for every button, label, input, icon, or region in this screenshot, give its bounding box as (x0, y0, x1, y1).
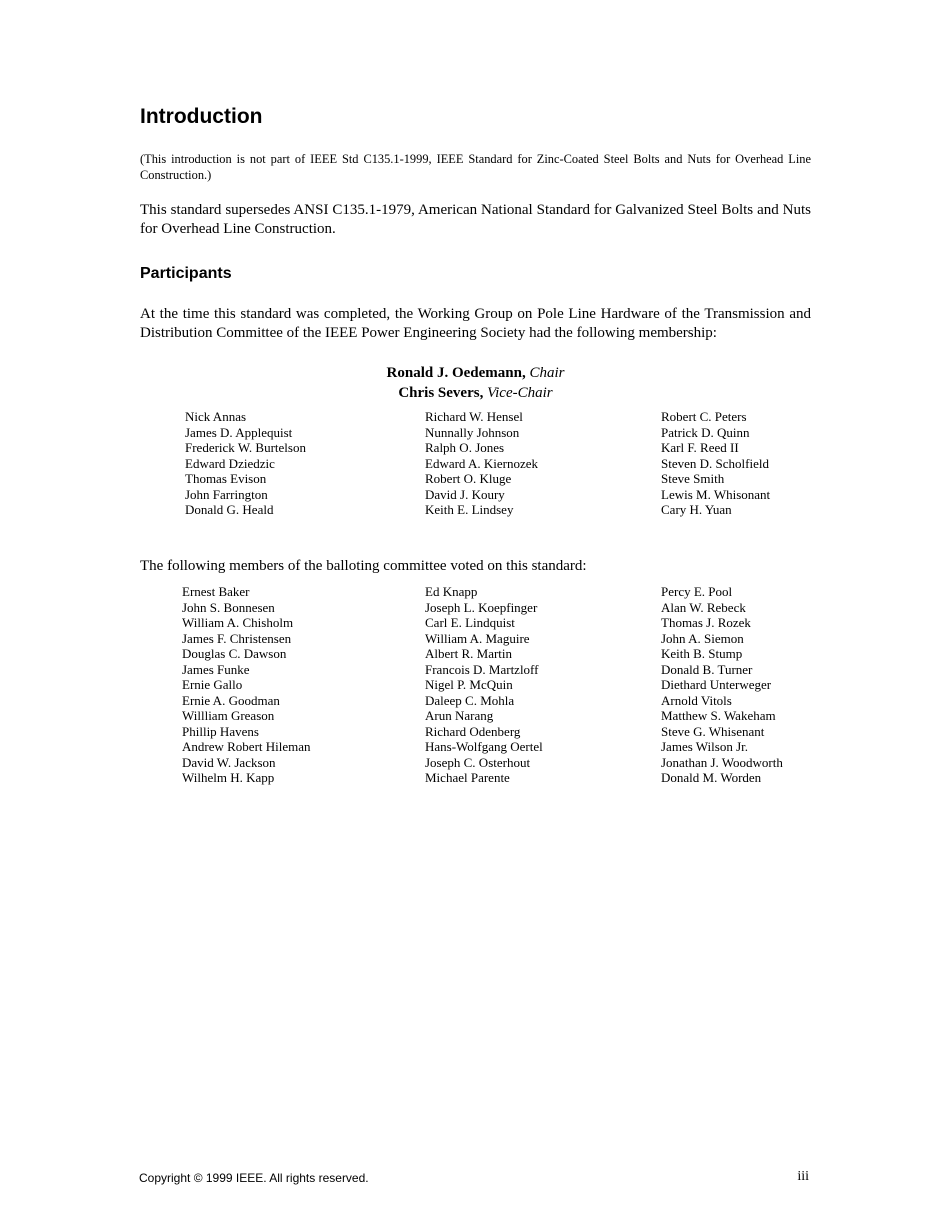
member-name: Thomas Evison (185, 471, 267, 486)
member-name: Ernest Baker (182, 584, 250, 599)
member-name: Donald G. Heald (185, 502, 274, 517)
member-name: Patrick D. Quinn (661, 424, 750, 440)
page-title: Introduction (140, 105, 263, 128)
member-name: Alan W. Rebeck (661, 599, 746, 615)
member-name: Donald B. Turner (661, 661, 753, 677)
member-name: Nick Annas (185, 409, 247, 424)
member-name: Donald M. Worden (661, 770, 762, 785)
page-number: iii (797, 1169, 809, 1184)
member-name: Ralph O. Jones (425, 440, 505, 455)
participants-paragraph: At the time this standard was completed, the Working Group on Pole Line Hardware of the Transmission and Distribution Committee of the IEEE Power Engineering Society had the following membership: (140, 306, 811, 341)
member-name: David J. Koury (425, 486, 505, 502)
member-name: Frederick W. Burtelson (185, 440, 306, 455)
member-name: Albert R. Martin (425, 646, 513, 661)
member-name: Robert O. Kluge (425, 471, 512, 486)
vice-chair-name: Chris Severs, (398, 384, 484, 401)
chair-block (140, 364, 811, 403)
member-name: James F. Christensen (182, 630, 292, 646)
member-name: Robert C. Peters (661, 409, 747, 424)
member-name: Richard Odenberg (425, 723, 521, 739)
vice-chair-line (140, 384, 811, 404)
member-name: Willliam Greason (182, 708, 275, 723)
member-name: Phillip Havens (182, 723, 259, 739)
working-group-column-3 (661, 409, 770, 518)
member-name: John A. Siemon (661, 630, 744, 646)
member-name: Arun Narang (425, 708, 494, 723)
member-name: Steven D. Scholfield (661, 455, 769, 471)
balloting-column-1 (182, 584, 311, 786)
member-name: Edward A. Kiernozek (425, 455, 538, 471)
member-name: Karl F. Reed II (661, 440, 739, 455)
copyright-notice: Copyright © 1999 IEEE. All rights reserved. (139, 1171, 369, 1185)
member-name: Ernie A. Goodman (182, 692, 280, 708)
working-group-column-2 (425, 409, 538, 518)
member-name: Edward Dziedzic (185, 455, 275, 471)
member-name: Thomas J. Rozek (661, 615, 751, 630)
balloting-column-3 (661, 584, 783, 786)
member-name: Nigel P. McQuin (425, 677, 513, 692)
member-name: James D. Applequist (185, 424, 293, 440)
member-name: Hans-Wolfgang Oertel (425, 739, 543, 754)
member-name: Ed Knapp (425, 584, 478, 599)
balloting-column-2 (425, 584, 543, 786)
member-name: Arnold Vitols (661, 692, 732, 708)
member-name: Andrew Robert Hileman (182, 739, 311, 754)
member-name: Wilhelm H. Kapp (182, 770, 275, 785)
member-name: Douglas C. Dawson (182, 646, 287, 661)
member-name: Ernie Gallo (182, 677, 243, 692)
member-name: Daleep C. Mohla (425, 692, 515, 708)
member-name: Richard W. Hensel (425, 409, 523, 424)
member-name: William A. Maguire (425, 630, 530, 646)
member-name: David W. Jackson (182, 754, 276, 770)
member-name: Joseph C. Osterhout (425, 754, 531, 770)
member-name: Nunnally Johnson (425, 424, 520, 440)
member-name: James Wilson Jr. (661, 739, 748, 754)
vice-chair-role: Vice-Chair (487, 384, 553, 401)
working-group-column-1 (185, 409, 306, 518)
member-name: John Farrington (185, 486, 268, 502)
member-name: Matthew S. Wakeham (661, 708, 776, 723)
balloting-intro: The following members of the balloting committee voted on this standard: (140, 558, 587, 574)
participants-heading: Participants (140, 265, 232, 282)
chair-name: Ronald J. Oedemann, (386, 365, 526, 381)
chair-role: Chair (529, 365, 565, 381)
member-name: Joseph L. Koepfinger (425, 599, 538, 615)
member-name: Percy E. Pool (661, 584, 733, 599)
member-name: Carl E. Lindquist (425, 615, 515, 630)
member-name: Cary H. Yuan (661, 502, 732, 517)
member-name: James Funke (182, 661, 250, 677)
member-name: Steve Smith (661, 471, 725, 486)
member-name: Keith B. Stump (661, 646, 743, 661)
member-name: Steve G. Whisenant (661, 723, 765, 739)
chair-line (140, 364, 811, 384)
member-name: Lewis M. Whisonant (661, 486, 771, 502)
member-name: Jonathan J. Woodworth (661, 754, 783, 770)
intro-note: (This introduction is not part of IEEE Std C135.1-1999, IEEE Standard for Zinc-Coated Steel Bolts and Nuts for Overhead Line Construction.) (140, 152, 811, 182)
member-name: Francois D. Martzloff (425, 661, 539, 677)
member-name: Keith E. Lindsey (425, 502, 514, 517)
intro-paragraph: This standard supersedes ANSI C135.1-1979, American National Standard for Galvanized Steel Bolts and Nuts for Overhead Line Construction. (140, 202, 811, 237)
member-name: Michael Parente (425, 770, 510, 785)
member-name: John S. Bonnesen (182, 599, 275, 615)
member-name: Diethard Unterweger (661, 677, 772, 692)
member-name: William A. Chisholm (182, 615, 294, 630)
